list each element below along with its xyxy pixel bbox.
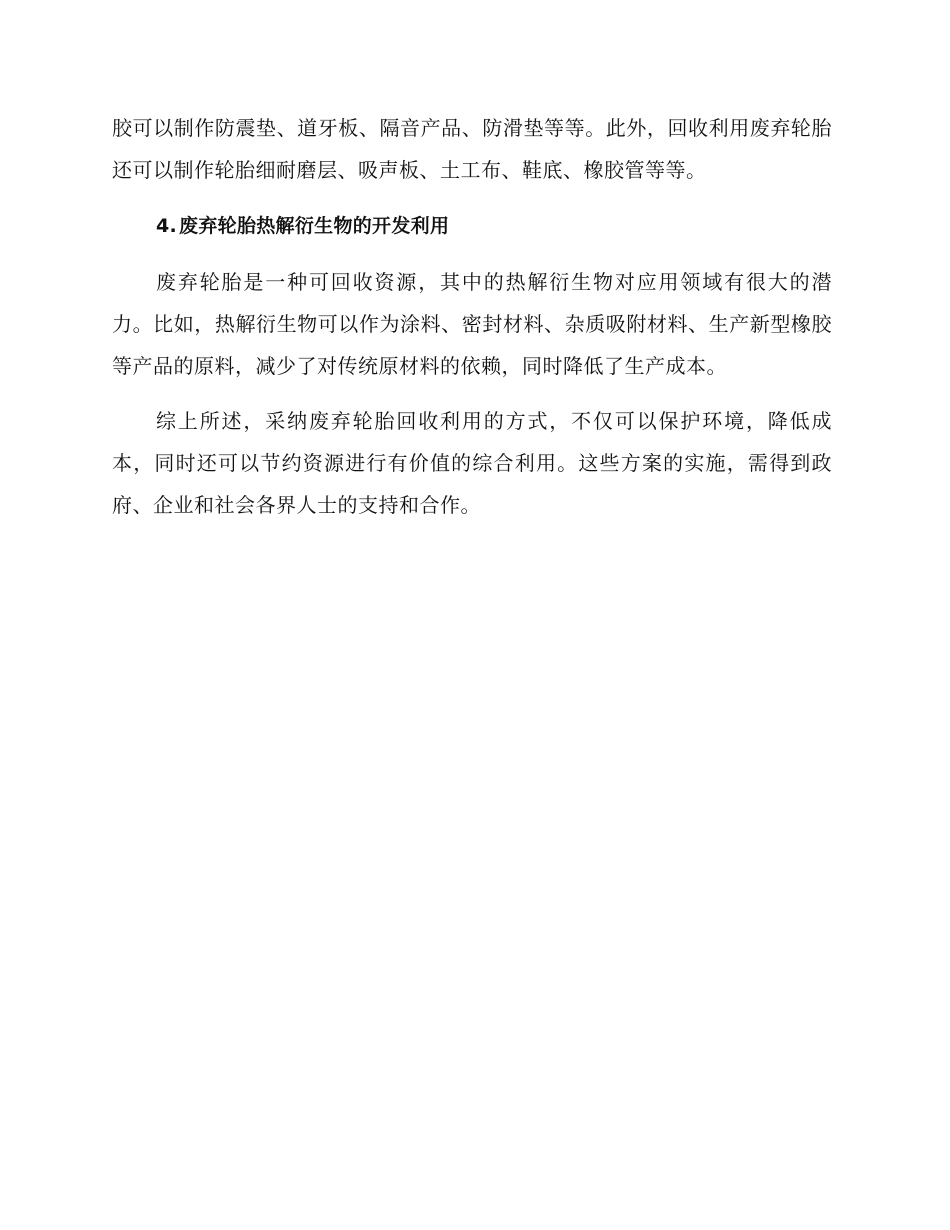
paragraph-pyrolysis: 废弃轮胎是一种可回收资源，其中的热解衍生物对应用领域有很大的潜力。比如，热解衍生物可以作为涂料、密封材料、杂质吸附材料、生产新型橡胶等产品的原料，减少了对传统原材料的依赖，同时降低了生产成本。 xyxy=(112,270,832,378)
document-body xyxy=(112,107,832,526)
section-title: 废弃轮胎热解衍生物的开发利用 xyxy=(179,215,450,237)
section-heading xyxy=(112,205,832,247)
continued-paragraph: 胶可以制作防震垫、道牙板、隔音产品、防滑垫等等。此外，回收利用废弃轮胎还可以制作轮胎细耐磨层、吸声板、土工布、鞋底、橡胶管等等。 xyxy=(112,116,832,182)
paragraph-conclusion: 综上所述，采纳废弃轮胎回收利用的方式，不仅可以保护环境，降低成本，同时还可以节约资源进行有价值的综合利用。这些方案的实施，需得到政府、企业和社会各界人士的支持和合作。 xyxy=(112,409,832,517)
section-number: 4. xyxy=(156,215,178,237)
